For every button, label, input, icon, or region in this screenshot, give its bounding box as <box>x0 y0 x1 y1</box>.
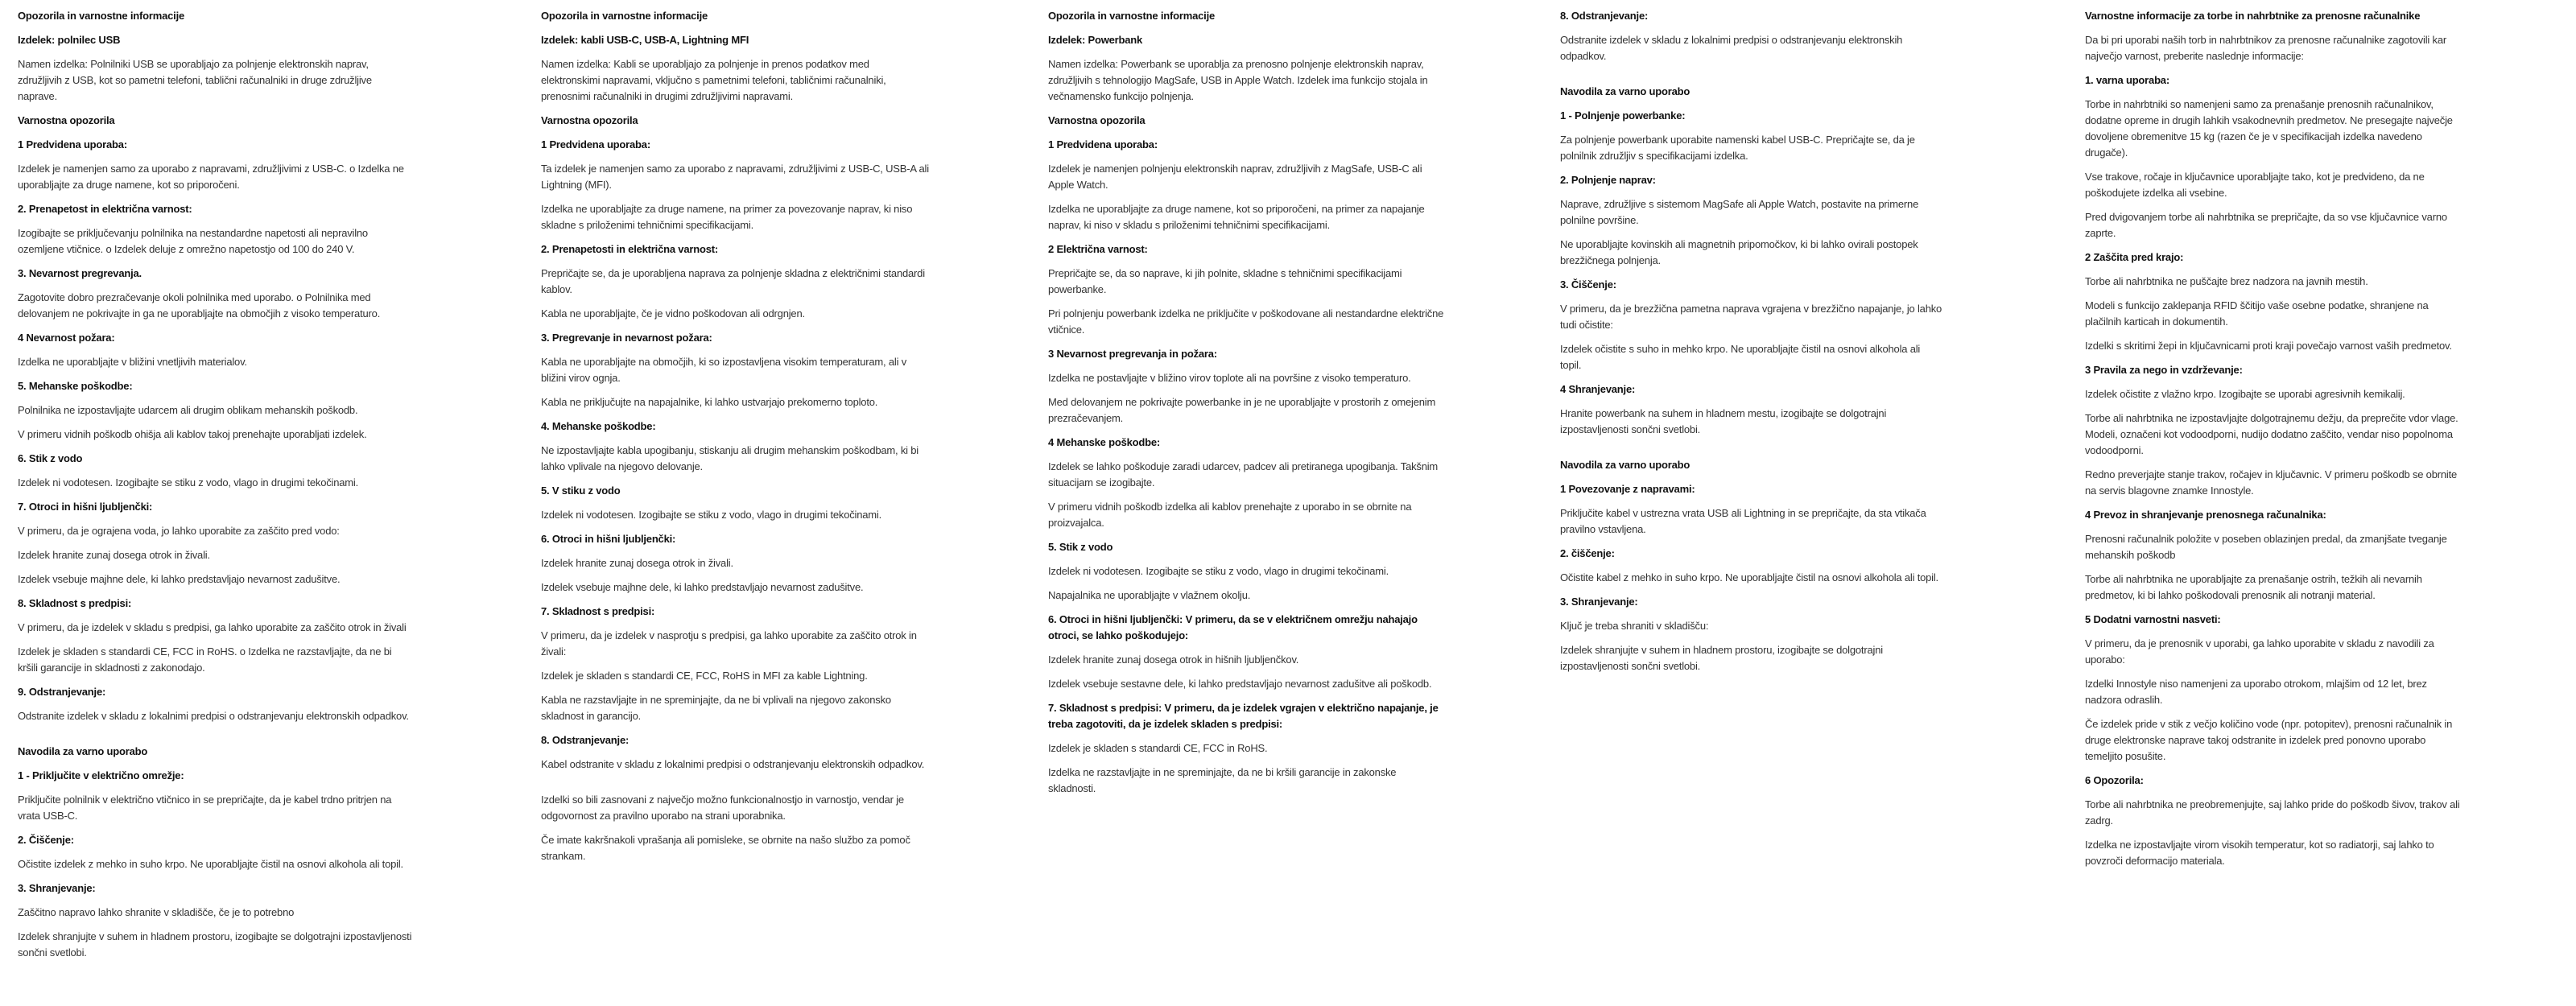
section-heading: 3 Pravila za nego in vzdrževanje: <box>2085 364 2243 376</box>
paragraph: V primeru, da je izdelek v skladu s predpisi, ga lahko uporabite za zaščito otrok in živali <box>18 621 407 633</box>
section-heading: 2. Prenapetost in električna varnost: <box>18 203 192 215</box>
section-heading: 6 Opozorila: <box>2085 774 2144 786</box>
section-heading: 5 Dodatni varnostni nasveti: <box>2085 613 2221 625</box>
paragraph: Izdelek ni vodotesen. Izogibajte se stiku z vodo, vlago in drugimi tekočinami. <box>18 476 359 489</box>
paragraph: Izdelek je skladen s standardi CE, FCC in RoHS. <box>1048 742 1268 754</box>
section-heading: 3. Čiščenje: <box>1560 278 1616 291</box>
paragraph: Namen izdelka: Kabli se uporabljajo za polnjenje in prenos podatkov med elektronskimi napravami, vključno s pametnimi telefoni, tabličnimi računalniki, prenosnimi računalniki in drugimi združljivimi napravami. <box>541 58 886 102</box>
section-heading: 7. Otroci in hišni ljubljenčki: <box>18 501 153 513</box>
paragraph-gap <box>18 732 412 744</box>
section-heading: 2 Električna varnost: <box>1048 243 1148 255</box>
paragraph: Da bi pri uporabi naših torb in nahrbtnikov za prenosne računalnike zagotovili kar največjo varnost, preberite naslednje informacije: <box>2085 34 2446 62</box>
section-heading: Navodila za varno uporabo <box>18 745 148 757</box>
paragraph: Če izdelek pride v stik z večjo količino vode (npr. potopitev), prenosni računalnik in druge elektronske naprave takoj odstranite in izdelek pred ponovno uporabo temeljito posušite. <box>2085 718 2453 762</box>
paragraph: Izdelki Innostyle niso namenjeni za uporabo otrokom, mlajšim od 12 let, brez nadzora odraslih. <box>2085 678 2427 706</box>
paragraph: Zagotovite dobro prezračevanje okoli polnilnika med uporabo. o Polnilnika med delovanjem ne pokrivajte in ga ne uporabljajte na območjih z visoko temperaturo. <box>18 291 381 320</box>
section-heading: Izdelek: polnilec USB <box>18 34 121 46</box>
paragraph: Ne uporabljajte kovinskih ali magnetnih pripomočkov, ki bi lahko ovirali postopek brezžičnega polnjenja. <box>1560 238 1918 266</box>
section-heading: 8. Odstranjevanje: <box>541 734 630 746</box>
section-heading: 2. čiščenje: <box>1560 547 1615 559</box>
section-heading: 6. Otroci in hišni ljubljenčki: <box>541 533 676 545</box>
section-heading: Opozorila in varnostne informacije <box>541 10 708 22</box>
paragraph: Izdelka ne razstavljajte in ne spreminjajte, da ne bi kršili garancije in zakonske skladnosti. <box>1048 766 1397 794</box>
paragraph: Izdelek očistite s suho in mehko krpo. Ne uporabljajte čistil na osnovi alkohola ali topil. <box>1560 343 1921 371</box>
section-heading: 4 Nevarnost požara: <box>18 332 115 344</box>
paragraph: Prenosni računalnik položite v poseben oblazinjen predal, da zmanjšate tveganje mehanskih poškodb <box>2085 533 2447 561</box>
paragraph: Izdelek hranite zunaj dosega otrok in hišnih ljubljenčkov. <box>1048 653 1299 666</box>
paragraph: V primeru vidnih poškodb ohišja ali kablov takoj prenehajte uporabljati izdelek. <box>18 428 367 440</box>
section-heading: 8. Odstranjevanje: <box>1560 10 1649 22</box>
paragraph: Torbe ali nahrbtnika ne uporabljajte za prenašanje ostrih, težkih ali nevarnih predmetov, ki bi lahko poškodovali prenosnik ali notranji material. <box>2085 573 2422 601</box>
paragraph: Kabel odstranite v skladu z lokalnimi predpisi o odstranjevanju elektronskih odpadkov. <box>541 758 925 770</box>
section-heading: 5. Mehanske poškodbe: <box>18 380 133 392</box>
section-heading: 1 Predvidena uporaba: <box>1048 138 1158 150</box>
paragraph: Izdelki so bili zasnovani z največjo možno funkcionalnostjo in varnostjo, vendar je odgovornost za pravilno uporabo na strani uporabnika. <box>541 794 904 822</box>
paragraph: Prepričajte se, da so naprave, ki jih polnite, skladne s tehničnimi specifikacijami powerbanke. <box>1048 267 1402 295</box>
paragraph: Odstranite izdelek v skladu z lokalnimi predpisi o odstranjevanju elektronskih odpadkov. <box>1560 34 1903 62</box>
paragraph: Izdelek vsebuje sestavne dele, ki lahko predstavljajo nevarnost zadušitve ali poškodb. <box>1048 678 1432 690</box>
paragraph-gap <box>541 781 931 792</box>
section-heading: 1. varna uporaba: <box>2085 74 2169 86</box>
paragraph: Naprave, združljive s sistemom MagSafe ali Apple Watch, postavite na primerne polnilne površine. <box>1560 198 1919 226</box>
section-heading: 5. V stiku z vodo <box>541 484 621 497</box>
section-heading: 8. Skladnost s predpisi: <box>18 597 132 609</box>
paragraph: Hranite powerbank na suhem in hladnem mestu, izogibajte se dolgotrajni izpostavljenosti sončni svetlobi. <box>1560 407 1887 435</box>
section-heading: 6. Stik z vodo <box>18 452 83 464</box>
paragraph: Torbe ali nahrbtnika ne izpostavljajte dolgotrajnemu dežju, da preprečite vdor vlage. Modeli, označeni kot vodoodporni, nudijo dodatno zaščito, vendar niso popolnoma vodoodporni. <box>2085 412 2458 456</box>
paragraph: Modeli s funkcijo zaklepanja RFID ščitijo vaše osebne podatke, shranjene na plačilnih karticah in dokumentih. <box>2085 299 2429 328</box>
paragraph: Izdelek ni vodotesen. Izogibajte se stiku z vodo, vlago in drugimi tekočinami. <box>541 509 882 521</box>
paragraph: Če imate kakršnakoli vprašanja ali pomisleke, se obrnite na našo službo za pomoč strankam. <box>541 834 910 862</box>
paragraph: Izdelka ne uporabljajte v bližini vnetljivih materialov. <box>18 356 247 368</box>
section-heading: 2. Čiščenje: <box>18 834 74 846</box>
column-5-laptop-bags <box>2085 8 2460 877</box>
section-heading: Opozorila in varnostne informacije <box>18 10 185 22</box>
paragraph: Izdelek hranite zunaj dosega otrok in živali. <box>18 549 210 561</box>
section-heading: 4 Prevoz in shranjevanje prenosnega računalnika: <box>2085 509 2326 521</box>
paragraph: Izdelek vsebuje majhne dele, ki lahko predstavljajo nevarnost zadušitve. <box>18 573 341 585</box>
section-heading: 3. Nevarnost pregrevanja. <box>18 267 142 279</box>
section-heading: 1 Predvidena uporaba: <box>18 138 127 150</box>
paragraph: V primeru, da je prenosnik v uporabi, ga lahko uporabite v skladu z navodili za uporabo: <box>2085 637 2434 666</box>
paragraph-gap <box>1560 72 1943 84</box>
paragraph: Izogibajte se priključevanju polnilnika na nestandardne napetosti ali nepravilno ozemljene vtičnice. o Izdelek deluje z omrežno napetostjo od 100 do 240 V. <box>18 227 368 255</box>
paragraph: Izdelek shranjujte v suhem in hladnem prostoru, izogibajte se dolgotrajni izpostavljenosti sončni svetlobi. <box>1560 644 1883 672</box>
section-heading: 3. Shranjevanje: <box>1560 596 1638 608</box>
paragraph: V primeru, da je ograjena voda, jo lahko uporabite za zaščito pred vodo: <box>18 525 340 537</box>
section-heading: Navodila za varno uporabo <box>1560 459 1690 471</box>
column-2-cables <box>541 8 931 872</box>
section-heading: 2. Polnjenje naprav: <box>1560 174 1656 186</box>
section-heading: Opozorila in varnostne informacije <box>1048 10 1216 22</box>
paragraph: Izdelek je skladen s standardi CE, FCC in RoHS. o Izdelka ne razstavljajte, da ne bi kršili garancije in skladnosti z zakonodajo. <box>18 645 392 674</box>
paragraph: Odstranite izdelek v skladu z lokalnimi predpisi o odstranjevanju elektronskih odpadkov. <box>18 710 409 722</box>
paragraph: Izdelki s skritimi žepi in ključavnicami proti kraji povečajo varnost vaših predmetov. <box>2085 340 2452 352</box>
paragraph: Polnilnika ne izpostavljajte udarcem ali drugim oblikam mehanskih poškodb. <box>18 404 358 416</box>
paragraph: Torbe in nahrbtniki so namenjeni samo za prenašanje prenosnih računalnikov, dodatne opreme in drugih lahkih vsakodnevnih predmetov. Ne presegajte največje dovoljene obremenitve 15 kg (razen če je v specifikacijah izdelka navedeno drugače). <box>2085 98 2453 159</box>
section-heading: 5. Stik z vodo <box>1048 541 1113 553</box>
paragraph: Očistite kabel z mehko in suho krpo. Ne uporabljajte čistil na osnovi alkohola ali topil. <box>1560 571 1938 583</box>
paragraph: Pred dvigovanjem torbe ali nahrbtnika se prepričajte, da so vse ključavnice varno zaprte. <box>2085 211 2447 239</box>
paragraph: Izdelek vsebuje majhne dele, ki lahko predstavljajo nevarnost zadušitve. <box>541 581 864 593</box>
paragraph: Ključ je treba shraniti v skladišču: <box>1560 620 1709 632</box>
paragraph: Namen izdelka: Polnilniki USB se uporabljajo za polnjenje elektronskih naprav, združljivih z USB, kot so pametni telefoni, tablični računalniki in druge združljive naprave. <box>18 58 372 102</box>
paragraph: V primeru, da je izdelek v nasprotju s predpisi, ga lahko uporabite za zaščito otrok in živali: <box>541 629 917 658</box>
section-heading: 1 Povezovanje z napravami: <box>1560 483 1695 495</box>
section-heading: 7. Skladnost s predpisi: V primeru, da je izdelek vgrajen v električno napajanje, je treba zagotoviti, da je izdelek skladen s predpisi: <box>1048 702 1439 730</box>
paragraph: Kabla ne priključujte na napajalnike, ki lahko ustvarjajo prekomerno toploto. <box>541 396 878 408</box>
paragraph: Namen izdelka: Powerbank se uporablja za prenosno polnjenje elektronskih naprav, združljivih s tehnologijo MagSafe, USB in Apple Watch. Izdelek ima funkcijo stojala in večnamensko funkcijo polnjenja. <box>1048 58 1428 102</box>
section-heading: 6. Otroci in hišni ljubljenčki: V primeru, da se v električnem omrežju nahajajo otroci, se lahko poškodujejo: <box>1048 613 1418 641</box>
paragraph: Izdelka ne uporabljajte za druge namene, kot so priporočeni, na primer za napajanje naprav, ki niso v skladu s priloženimi tehničnimi specifikacijami. <box>1048 203 1425 231</box>
section-heading: 3. Shranjevanje: <box>18 882 96 894</box>
section-heading: 2 Zaščita pred krajo: <box>2085 251 2184 263</box>
section-heading: Varnostna opozorila <box>541 114 638 126</box>
paragraph: Med delovanjem ne pokrivajte powerbanke in je ne uporabljajte v prostorih z omejenim prezračevanjem. <box>1048 396 1436 424</box>
paragraph: Izdelka ne postavljajte v bližino virov toplote ali na površine z visoko temperaturo. <box>1048 372 1411 384</box>
paragraph: Izdelek shranjujte v suhem in hladnem prostoru, izogibajte se dolgotrajni izpostavljenosti sončni svetlobi. <box>18 930 412 959</box>
paragraph: Izdelek je namenjen polnjenju elektronskih naprav, združljivih z MagSafe, USB-C ali Apple Watch. <box>1048 163 1422 191</box>
paragraph: Kabla ne uporabljajte, če je vidno poškodovan ali odrgnjen. <box>541 307 805 320</box>
paragraph: Očistite izdelek z mehko in suho krpo. Ne uporabljajte čistil na osnovi alkohola ali topil. <box>18 858 403 870</box>
paragraph: Izdelek je namenjen samo za uporabo z napravami, združljivimi z USB-C. o Izdelka ne uporabljajte za druge namene, kot so priporočeni. <box>18 163 404 191</box>
paragraph: Kabla ne razstavljajte in ne spreminjajte, da ne bi vplivali na njegovo zakonsko skladnost in garancijo. <box>541 694 891 722</box>
section-heading: Varnostna opozorila <box>1048 114 1146 126</box>
section-heading: 1 - Polnjenje powerbanke: <box>1560 109 1686 122</box>
section-heading: 1 - Priključite v električno omrežje: <box>18 769 184 781</box>
section-heading: Izdelek: kabli USB-C, USB-A, Lightning MFI <box>541 34 749 46</box>
paragraph: Zaščitno napravo lahko shranite v skladišče, če je to potrebno <box>18 906 295 918</box>
section-heading: 3 Nevarnost pregrevanja in požara: <box>1048 348 1217 360</box>
paragraph: Vse trakove, ročaje in ključavnice uporabljajte tako, kot je predvideno, da ne poškodujete izdelka ali vsebine. <box>2085 171 2425 199</box>
section-heading: 4 Shranjevanje: <box>1560 383 1636 395</box>
paragraph: Ta izdelek je namenjen samo za uporabo z napravami, združljivimi z USB-C, USB-A ali Lightning (MFI). <box>541 163 929 191</box>
paragraph: Torbe ali nahrbtnika ne puščajte brez nadzora na javnih mestih. <box>2085 275 2368 287</box>
section-heading: 3. Pregrevanje in nevarnost požara: <box>541 332 712 344</box>
paragraph: V primeru vidnih poškodb izdelka ali kablov prenehajte z uporabo in se obrnite na proizvajalca. <box>1048 501 1412 529</box>
section-heading: 7. Skladnost s predpisi: <box>541 605 655 617</box>
paragraph: V primeru, da je brezžična pametna naprava vgrajena v brezžično napajanje, jo lahko tudi očistite: <box>1560 303 1942 331</box>
section-heading: 2. Prenapetosti in električna varnost: <box>541 243 718 255</box>
paragraph: Izdelka ne uporabljajte za druge namene, na primer za povezovanje naprav, ki niso skladne s priloženimi tehničnimi specifikacijami. <box>541 203 913 231</box>
paragraph: Torbe ali nahrbtnika ne preobremenjujte, saj lahko pride do poškodb šivov, trakov ali zadrg. <box>2085 798 2460 827</box>
section-heading: 4. Mehanske poškodbe: <box>541 420 656 432</box>
paragraph: Izdelek se lahko poškoduje zaradi udarcev, padcev ali pretiranega upogibanja. Takšnim situacijam se izogibajte. <box>1048 460 1439 489</box>
paragraph: Priključite polnilnik v električno vtičnico in se prepričajte, da je kabel trdno pritrjen na vrata USB-C. <box>18 794 392 822</box>
section-heading: Izdelek: Powerbank <box>1048 34 1143 46</box>
section-heading: 1 Predvidena uporaba: <box>541 138 650 150</box>
section-heading: Varnostna opozorila <box>18 114 115 126</box>
column-1-usb-charger <box>18 8 412 969</box>
section-heading: Navodila za varno uporabo <box>1560 85 1690 97</box>
paragraph: Priključite kabel v ustrezna vrata USB ali Lightning in se prepričajte, da sta vtikača pravilno vstavljena. <box>1560 507 1926 535</box>
paragraph: Kabla ne uporabljajte na območjih, ki so izpostavljena visokim temperaturam, ali v bližini virov ognja. <box>541 356 906 384</box>
column-4-powerbank-usage <box>1560 8 1943 682</box>
paragraph: Prepričajte se, da je uporabljena naprava za polnjenje skladna z električnimi standardi kablov. <box>541 267 925 295</box>
paragraph: Za polnjenje powerbank uporabite namenski kabel USB-C. Prepričajte se, da je polnilnik združljiv s specifikacijami izdelka. <box>1560 134 1915 162</box>
paragraph: Izdelka ne izpostavljajte virom visokih temperatur, kot so radiatorji, saj lahko to povzroči deformacijo materiala. <box>2085 839 2434 867</box>
paragraph: Pri polnjenju powerbank izdelka ne priključite v poškodovane ali nestandardne električne vtičnice. <box>1048 307 1444 336</box>
column-3-powerbank <box>1048 8 1444 805</box>
paragraph-gap <box>1560 446 1943 457</box>
paragraph: Redno preverjajte stanje trakov, ročajev in ključavnic. V primeru poškodb se obrnite na servis blagovne znamke Innostyle. <box>2085 468 2458 497</box>
paragraph: Izdelek očistite z vlažno krpo. Izogibajte se uporabi agresivnih kemikalij. <box>2085 388 2405 400</box>
paragraph: Izdelek hranite zunaj dosega otrok in živali. <box>541 557 733 569</box>
paragraph: Ne izpostavljajte kabla upogibanju, stiskanju ali drugim mehanskim poškodbam, ki bi lahko vplivale na njegovo delovanje. <box>541 444 919 472</box>
section-heading: 4 Mehanske poškodbe: <box>1048 436 1161 448</box>
paragraph: Izdelek ni vodotesen. Izogibajte se stiku z vodo, vlago in drugimi tekočinami. <box>1048 565 1389 577</box>
section-heading: Varnostne informacije za torbe in nahrbtnike za prenosne računalnike <box>2085 10 2421 22</box>
section-heading: 9. Odstranjevanje: <box>18 686 106 698</box>
paragraph: Izdelek je skladen s standardi CE, FCC, RoHS in MFI za kable Lightning. <box>541 670 868 682</box>
paragraph: Napajalnika ne uporabljajte v vlažnem okolju. <box>1048 589 1251 601</box>
